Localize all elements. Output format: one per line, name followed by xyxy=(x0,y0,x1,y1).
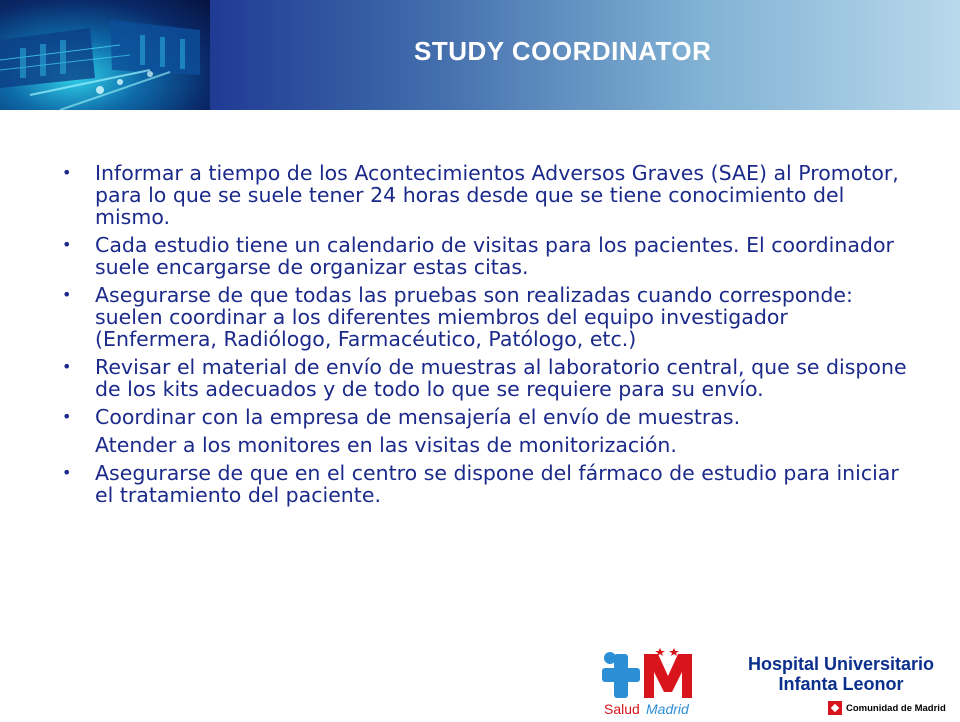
list-item xyxy=(62,284,912,350)
bullet-icon: • xyxy=(62,357,72,376)
hospital-name xyxy=(736,654,946,694)
list-item xyxy=(62,462,912,506)
list-item xyxy=(62,234,912,278)
list-item xyxy=(62,162,912,228)
bullet-icon: • xyxy=(62,163,72,182)
list-item xyxy=(62,406,912,428)
comunidad-madrid-flag-icon xyxy=(828,701,842,715)
bullet-icon: • xyxy=(62,407,72,426)
header-banner xyxy=(0,0,960,110)
bullet-list xyxy=(62,162,912,512)
hospital-line1: Hospital Universitario xyxy=(747,654,935,674)
salud-madrid-logo xyxy=(600,648,705,718)
list-item-text: Asegurarse de que en el centro se dispone del fármaco de estudio para iniciar el tratamiento del paciente. xyxy=(95,461,899,507)
list-item-text: Revisar el material de envío de muestras al laboratorio central, que se dispone de los kits adecuados y de todo lo que se requiere para su envío. xyxy=(95,355,907,401)
bullet-icon: • xyxy=(62,285,72,304)
list-item-text: Atender a los monitores en las visitas de monitorización. xyxy=(95,433,677,457)
list-item-text: Informar a tiempo de los Acontecimientos Adversos Graves (SAE) al Promotor, para lo que se suele tener 24 horas desde que se tiene conocimiento del mismo. xyxy=(95,161,899,229)
bullet-icon: • xyxy=(62,235,72,254)
list-item-text: Asegurarse de que todas las pruebas son realizadas cuando corresponde: suelen coordinar a los diferentes miembros del equipo investigador (Enfermera, Radiólogo, Farmacéutico, Patólogo, etc.) xyxy=(95,283,853,351)
comunidad-label: Comunidad de Madrid xyxy=(846,702,946,714)
hospital-photo xyxy=(0,0,210,110)
list-item-text: Cada estudio tiene un calendario de visitas para los pacientes. El coordinador suele encargarse de organizar estas citas. xyxy=(95,233,894,279)
comunidad-madrid-logo xyxy=(828,700,946,716)
list-item xyxy=(62,434,912,456)
salud-word: Salud xyxy=(604,701,640,717)
list-item xyxy=(62,356,912,400)
hospital-line2: Infanta Leonor xyxy=(778,674,904,694)
slide-title: STUDY COORDINATOR xyxy=(414,36,712,66)
madrid-word: Madrid xyxy=(646,701,689,717)
list-item-text: Coordinar con la empresa de mensajería el envío de muestras. xyxy=(95,405,741,429)
bullet-icon: • xyxy=(62,463,72,482)
